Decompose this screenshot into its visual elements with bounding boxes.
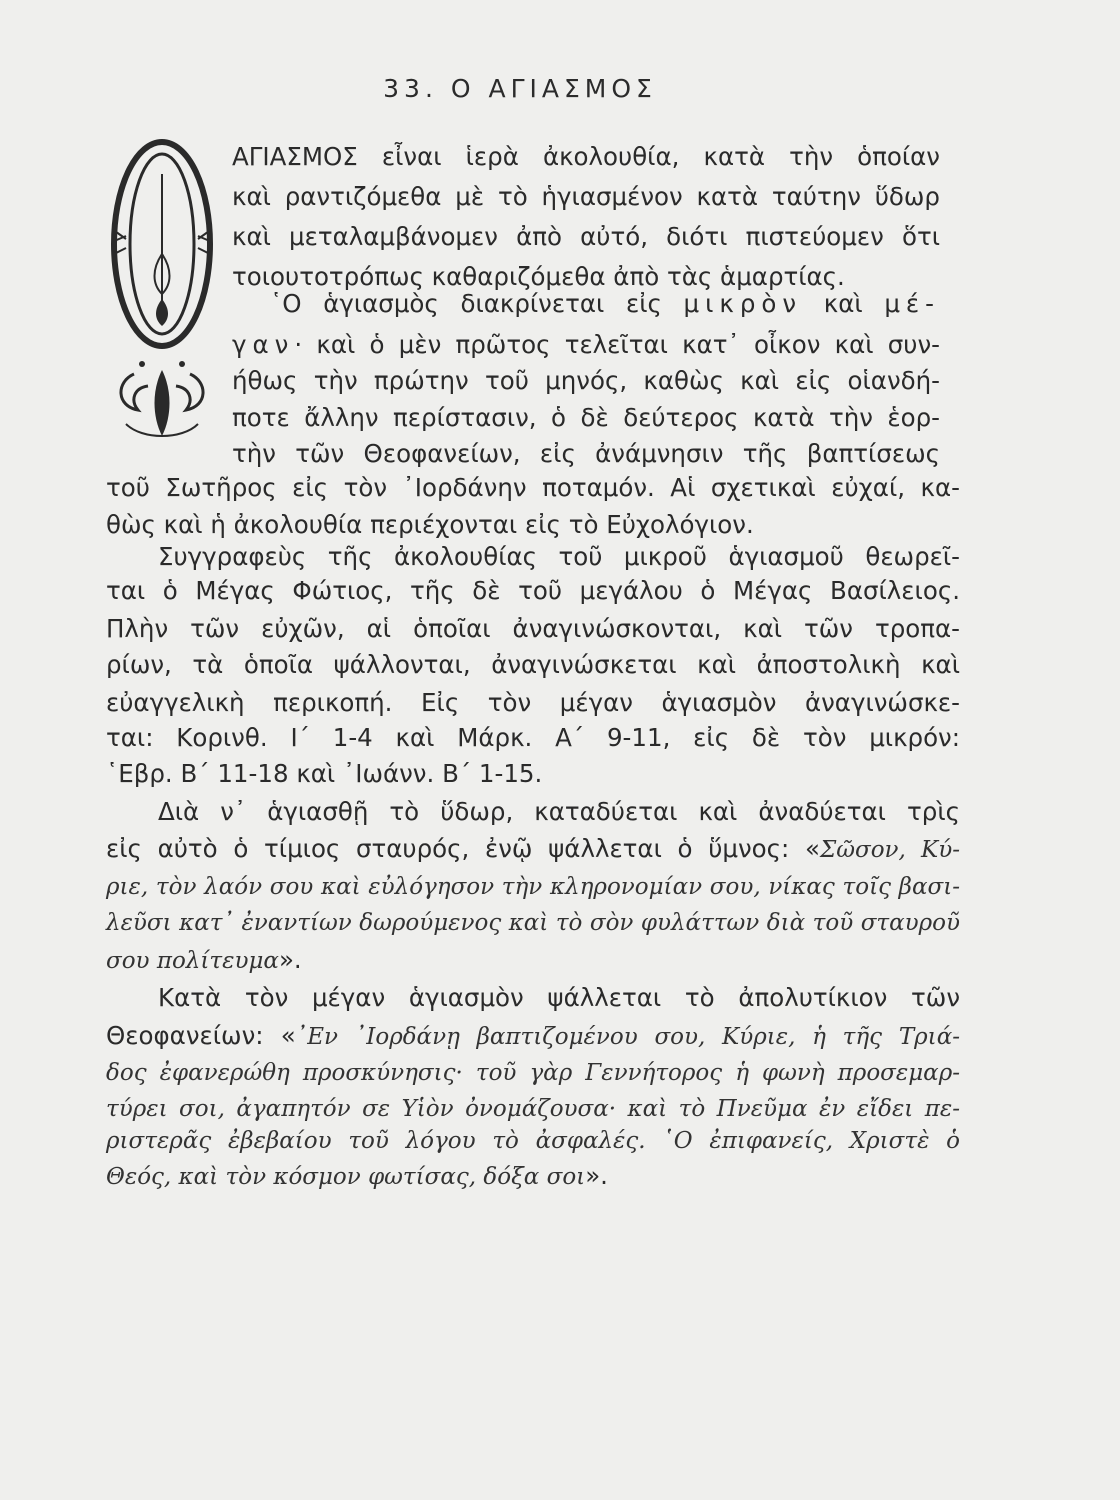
text-line (106, 718, 960, 758)
text-segment: εἰς αὐτὸ ὁ τίμιος σταυρός, ἐνῷ ψάλλεται ὁ ὕμνος: « (106, 834, 820, 863)
text-segment: ται ὁ Μέγας Φώτιος, τῆς δὲ τοῦ μεγάλου ὁ Μέγας Βασίλειος. (106, 576, 960, 605)
text-segment: μικρὸν (683, 289, 803, 318)
text-line (158, 792, 960, 832)
text-segment: δος ἐφανερώθη προσκύνησις· τοῦ γὰρ Γεννήτορος ἡ φωνὴ προσεμαρ- (106, 1060, 960, 1086)
text-segment: τύρει σοι, ἀγαπητόν σε Υἱὸν ὀνομάζουσα· καὶ τὸ Πνεῦμα ἐν εἴδει πε- (106, 1096, 960, 1122)
text-line (232, 361, 940, 401)
text-line (106, 866, 960, 906)
text-segment: ρίων, τὰ ὁποῖα ψάλλονται, ἀναγινώσκεται καὶ ἀποστολικὴ καὶ (106, 650, 960, 679)
text-line (232, 325, 940, 365)
text-segment: γαν (232, 330, 295, 359)
text-line (106, 683, 960, 723)
text-segment: θὼς καὶ ἡ ἀκολουθία περιέχονται εἰς τὸ Εὐχολόγιον. (106, 510, 754, 539)
ornamental-drop-cap (104, 134, 222, 450)
text-line (106, 829, 960, 869)
text-line (106, 754, 960, 794)
text-segment: λεῦσι κατ᾽ ἐναντίων δωρούμενος καὶ τὸ σὸν φυλάττων διὰ τοῦ σταυροῦ (106, 910, 960, 936)
text-line (232, 137, 940, 177)
text-line (232, 177, 940, 217)
text-segment: ᾽Εν ᾽Ιορδάνῃ βαπτιζομένου σου, Κύριε, ἡ τῆς Τριά- (295, 1024, 961, 1050)
text-line (106, 902, 960, 942)
text-segment: Πλὴν τῶν εὐχῶν, αἱ ὁποῖαι ἀναγινώσκονται, καὶ τῶν τροπα- (106, 614, 960, 643)
text-segment: ριστερᾶς ἐβεβαίου τοῦ λόγου τὸ ἀσφαλές. ῾Ο ἐπιφανείς, Χριστὲ ὁ (106, 1128, 960, 1154)
text-segment: μέ- (884, 289, 940, 318)
text-segment: ριε, τὸν λαόν σου καὶ εὐλόγησον τὴν κληρονομίαν σου, νίκας τοῖς βασι- (106, 874, 960, 900)
text-segment: Θεός, καὶ τὸν κόσμον φωτίσας, δόξα σοι (106, 1164, 586, 1190)
text-line (270, 284, 940, 324)
text-line (106, 468, 960, 508)
text-line (158, 978, 960, 1018)
text-line (106, 645, 960, 685)
text-segment: ποτε ἄλλην περίστασιν, ὁ δὲ δεύτερος κατὰ τὴν ἑορ- (232, 403, 940, 432)
text-segment: τὴν τῶν Θεοφανείων, εἰς ἀνάμνησιν τῆς βαπτίσεως (232, 439, 940, 468)
chapter-title: 33. Ο ΑΓΙΑΣΜΟΣ (383, 74, 657, 103)
text-segment: ῾Ο ἁγιασμὸς διακρίνεται εἰς (270, 289, 684, 318)
text-segment: καὶ ραντιζόμεθα μὲ τὸ ἡγιασμένον κατὰ ταύτην ὕδωρ (232, 182, 940, 211)
text-segment: Συγγραφεὺς τῆς ἀκολουθίας τοῦ μικροῦ ἁγιασμοῦ θεωρεῖ- (158, 542, 960, 571)
text-segment: ήθως τὴν πρώτην τοῦ μηνός, καθὼς καὶ εἰς οἱανδή- (232, 366, 940, 395)
text-segment: καὶ (802, 289, 885, 318)
text-segment: ΑΓΙΑΣΜΟΣ εἶναι ἱερὰ ἀκολουθία, κατὰ τὴν ὁποίαν (232, 142, 940, 171)
text-segment: ». (278, 945, 302, 974)
text-segment: · καὶ ὁ μὲν πρῶτος τελεῖται κατ᾽ οἶκον καὶ συν- (294, 330, 940, 359)
text-segment: Σῶσον, Κύ- (819, 837, 960, 863)
text-segment: τοιουτοτρόπως καθαριζόμεθα ἀπὸ τὰς ἁμαρτίας. (232, 262, 845, 291)
text-segment: Κατὰ τὸν μέγαν ἁγιασμὸν ψάλλεται τὸ ἀπολυτίκιον τῶν (158, 983, 960, 1012)
text-line (106, 609, 960, 649)
text-line (232, 217, 940, 257)
text-line (106, 1120, 960, 1160)
text-line (106, 940, 960, 980)
text-segment: ται: Κορινθ. Ι΄ 1-4 καὶ Μάρκ. Α΄ 9-11, εἰς δὲ τὸν μικρόν: (106, 723, 960, 752)
text-segment: σου πολίτευμα (106, 948, 279, 974)
text-segment: εὐαγγελικὴ περικοπή. Εἰς τὸν μέγαν ἁγιασμὸν ἀναγινώσκε- (106, 688, 960, 717)
text-line (106, 1052, 960, 1092)
text-line (106, 1156, 960, 1196)
text-segment: τοῦ Σωτῆρος εἰς τὸν ᾽Ιορδάνην ποταμόν. Αἱ σχετικαὶ εὐχαί, κα- (106, 473, 960, 502)
text-line (106, 571, 960, 611)
text-line (232, 398, 940, 438)
text-segment: Θεοφανείων: « (106, 1021, 296, 1050)
text-segment: ». (585, 1161, 608, 1190)
text-segment: Διὰ ν᾽ ἁγιασθῇ τὸ ὕδωρ, καταδύεται καὶ ἀναδύεται τρὶς (158, 797, 960, 826)
text-segment: καὶ μεταλαμβάνομεν ἀπὸ αὐτό, διότι πιστεύομεν ὅτι (232, 222, 940, 251)
text-line (106, 1016, 960, 1056)
text-segment: ῾Εβρ. Β΄ 11-18 καὶ ᾽Ιωάνν. Β΄ 1-15. (106, 759, 543, 788)
